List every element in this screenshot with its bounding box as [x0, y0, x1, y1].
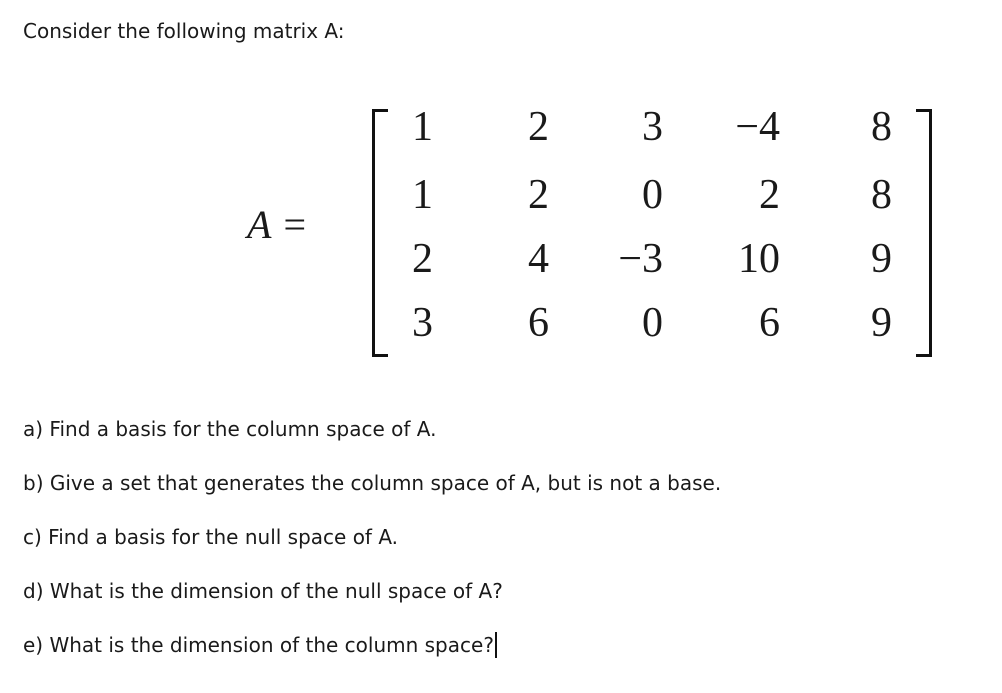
- question-d: d) What is the dimension of the null space of A?: [23, 579, 503, 603]
- matrix-cell: 2: [759, 172, 780, 218]
- matrix-lhs: [247, 200, 306, 250]
- matrix-cell: 0: [642, 172, 663, 218]
- matrix-cell: 6: [759, 300, 780, 346]
- right-bracket: [916, 109, 932, 357]
- text-cursor: [495, 632, 497, 658]
- question-a: a) Find a basis for the column space of A.: [23, 417, 437, 441]
- matrix-cell: 9: [871, 236, 892, 282]
- equals-sign: =: [283, 202, 306, 247]
- matrix-variable: A: [247, 202, 272, 247]
- matrix-cell: 6: [528, 300, 549, 346]
- intro-text: Consider the following matrix A:: [23, 19, 345, 43]
- matrix-cell: −3: [618, 236, 663, 282]
- matrix-cell: 3: [642, 104, 663, 150]
- matrix-cell: 0: [642, 300, 663, 346]
- matrix-cell: 2: [528, 104, 549, 150]
- matrix-cell: 1: [412, 104, 433, 150]
- matrix-cell: 8: [871, 104, 892, 150]
- matrix-cell: 2: [412, 236, 433, 282]
- question-b: b) Give a set that generates the column space of A, but is not a base.: [23, 471, 722, 495]
- matrix-cell: 9: [871, 300, 892, 346]
- matrix-cell: 8: [871, 172, 892, 218]
- question-e: e) What is the dimension of the column space?: [23, 633, 494, 657]
- matrix-cell: 4: [528, 236, 549, 282]
- matrix-cell: 3: [412, 300, 433, 346]
- question-e-line[interactable]: [23, 630, 497, 660]
- matrix-cell: 10: [738, 236, 780, 282]
- matrix-cell: −4: [735, 104, 780, 150]
- question-c: c) Find a basis for the null space of A.: [23, 525, 399, 549]
- matrix-cell: 1: [412, 172, 433, 218]
- matrix-cell: 2: [528, 172, 549, 218]
